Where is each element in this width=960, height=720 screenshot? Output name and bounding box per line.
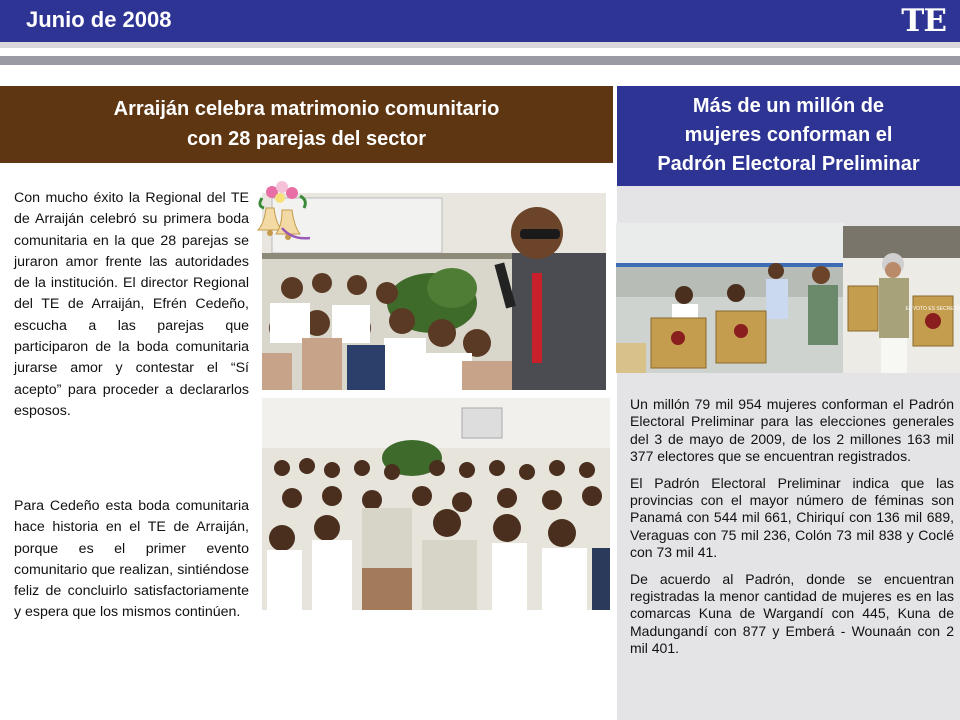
right-article-title [617, 86, 960, 186]
right-title-line-1: Más de un millón de [692, 95, 885, 117]
left-article-title [0, 86, 613, 163]
wedding-bells-flowers-icon [252, 178, 322, 248]
right-article-body [630, 396, 954, 667]
photo-woman-voting [843, 226, 960, 373]
photo-voting-booths [616, 223, 844, 373]
header-bar [0, 0, 960, 42]
header-date: Junio de 2008 [26, 7, 172, 32]
left-title-line-2: con 28 parejas del sector [186, 128, 426, 150]
right-article-paragraph-1: Un millón 79 mil 954 mujeres conforman el Padrón Electoral Preliminar para las elecciones generales del 3 de mayo de 2009, de los 2 millones 163 mil 377 electores que se encuentran registrados. [630, 396, 954, 465]
right-article-paragraph-2: El Padrón Electoral Preliminar indica que las provincias con el mayor número de féminas son Panamá con 544 mil 661, Chiriquí con 136 mil 689, Veraguas con 75 mil 236, Colón 73 mil 838 y Coclé con 73 mil 41. [630, 474, 954, 561]
right-article-paragraph-3: De acuerdo al Padrón, donde se encuentran registradas la menor cantidad de mujeres es en las comarcas Kuna de Wargandí con 445, Kuna de Madungandí con 877 y Emberá - Wounaán con 2 mil 401. [630, 570, 954, 657]
photo-couples-audience [262, 398, 610, 610]
te-logo: TE [901, 3, 946, 39]
left-title-line-1: Arraiján celebra matrimonio comunitario [113, 98, 500, 120]
ballot-box-label: EL VOTO ES SECRETO [905, 306, 960, 312]
right-title-line-2: mujeres conforman el [684, 124, 893, 146]
header-divider-dark [0, 56, 960, 65]
left-article-paragraph-2: Para Cedeño esta boda comunitaria hace historia en el TE de Arraiján, porque es el primer evento comunitario que realizan, sintiéndose feliz de concluirlo satisfactoriamente y espera que los mismos continúen. [14, 498, 249, 621]
left-article-paragraph-1: Con mucho éxito la Regional del TE de Arraiján celebró su primera boda comunitaria en la que 28 parejas se juraron amor frente las autoridades de la institución. El director Regional del TE de Arraiján, Efrén Cedeño, escucha a las parejas que participaron de la boda comunitaria jurarse amor y contestar el “Sí acepto” para proceder a declararlos esposos. [14, 190, 249, 419]
right-title-line-3: Padrón Electoral Preliminar [657, 153, 920, 175]
header-divider-light [0, 42, 960, 48]
